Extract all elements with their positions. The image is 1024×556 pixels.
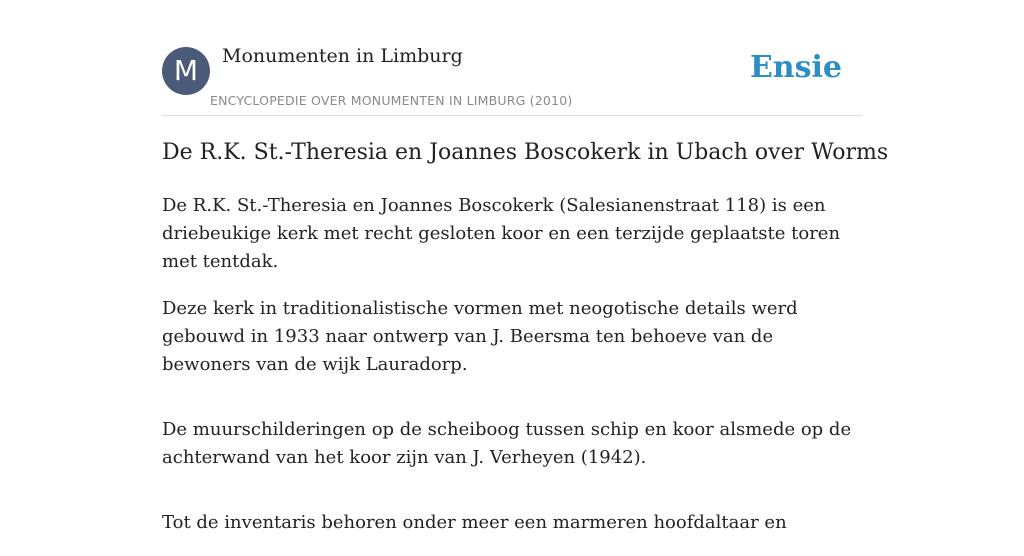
brand-logo[interactable]: Ensie [749,50,842,85]
source-title[interactable]: Monumenten in Limburg [222,45,463,67]
article-paragraph: Deze kerk in traditionalistische vormen met neogotische details werd gebouwd in 1933 naar ontwerp van J. Beersma ten behoeve van de bewoners van de wijk Lauradorp. [162,298,798,375]
article-paragraph: De R.K. St.-Theresia en Joannes Boscokerk (Salesianenstraat 118) is een driebeukige kerk met recht gesloten koor en een terzijde geplaatste toren met tentdak. [162,195,841,272]
article-paragraph: De muurschilderingen op de scheiboog tussen schip en koor alsmede op de achterwand van het koor zijn van J. Verheyen (1942). [162,419,852,468]
header-divider [162,115,862,116]
article-paragraph: Tot de inventaris behoren onder meer een marmeren hoofdaltaar en [162,512,787,533]
source-subtitle: ENCYCLOPEDIE OVER MONUMENTEN IN LIMBURG (2010) [210,93,573,108]
avatar[interactable]: M [162,47,210,95]
article-title: De R.K. St.-Theresia en Joannes Boscokerk in Ubach over Worms [162,140,889,165]
article-body [162,192,867,556]
